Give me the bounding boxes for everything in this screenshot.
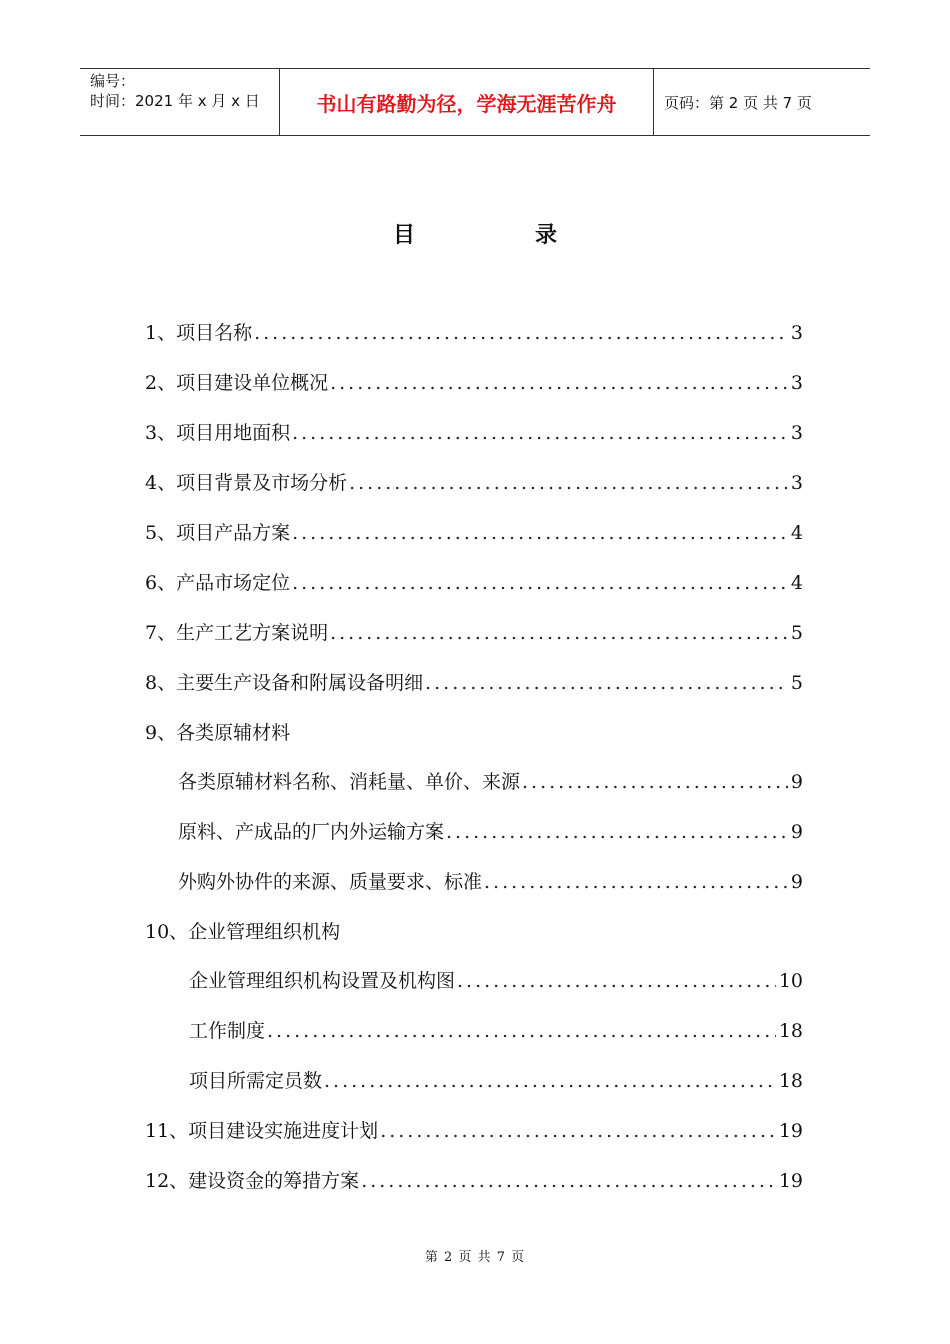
toc-entry-label: 各类原辅材料名称、消耗量、单价、来源 [178, 771, 521, 793]
toc-dot-leader [457, 970, 776, 992]
toc-dot-leader [292, 422, 788, 444]
toc-entry[interactable] [145, 418, 803, 448]
toc-entry[interactable] [145, 1166, 803, 1196]
toc-entry[interactable] [145, 318, 803, 348]
toc-entry[interactable] [145, 618, 803, 648]
toc-dot-leader [522, 771, 788, 793]
toc-entry[interactable] [145, 668, 803, 698]
toc-dot-leader [380, 1120, 776, 1142]
toc-dot-leader [292, 572, 788, 594]
toc-entry[interactable] [145, 518, 803, 548]
toc-entry-label: 原料、产成品的厂内外运输方案 [178, 821, 445, 843]
toc-entry-page: 5 [790, 672, 803, 694]
toc-entry-page: 3 [790, 322, 803, 344]
toc-entry-page: 3 [790, 422, 803, 444]
toc-subentry[interactable] [178, 767, 803, 797]
toc-dot-leader [292, 522, 788, 544]
toc-entry-page: 3 [790, 472, 803, 494]
toc-subentry[interactable] [189, 1016, 803, 1046]
toc-entry-label: 工作制度 [189, 1020, 266, 1042]
toc-entry-label: 9、各类原辅材料 [145, 722, 291, 744]
toc-entry-page: 9 [790, 821, 803, 843]
toc-entry-page: 5 [790, 622, 803, 644]
toc-dot-leader [446, 821, 788, 843]
toc-dot-leader [484, 871, 788, 893]
toc-entry-label: 11、项目建设实施进度计划 [145, 1120, 379, 1142]
toc-entry-page: 18 [778, 1020, 803, 1042]
toc-entry-label: 1、项目名称 [145, 322, 253, 344]
toc-dot-leader [425, 672, 788, 694]
toc-title-left: 目 [392, 223, 415, 248]
toc-title-right: 录 [535, 223, 558, 248]
toc-dot-leader [349, 472, 788, 494]
toc-entry-page: 3 [790, 372, 803, 394]
header-page-info: 页码：第 2 页 共 7 页 [664, 93, 812, 112]
header-motto: 书山有路勤为径，学海无涯苦作舟 [280, 69, 654, 135]
toc-dot-leader [324, 1070, 776, 1092]
toc-entry-label: 7、生产工艺方案说明 [145, 622, 329, 644]
toc-entry-page: 19 [778, 1120, 803, 1142]
toc-entry[interactable] [145, 368, 803, 398]
doc-number-label: 编号： [90, 72, 136, 90]
toc-entry-label: 项目所需定员数 [189, 1070, 323, 1092]
page-footer: 第 2 页 共 7 页 [424, 1250, 526, 1265]
toc-entry-page: 9 [790, 871, 803, 893]
toc-entry-label: 企业管理组织机构设置及机构图 [189, 970, 456, 992]
page-header [80, 68, 870, 136]
toc-subentry[interactable] [178, 817, 803, 847]
toc-entry-page: 4 [790, 572, 803, 594]
toc-entry-label: 12、建设资金的筹措方案 [145, 1170, 360, 1192]
doc-date-label: 时间：2021 年 x 月 x 日 [90, 92, 260, 110]
toc-entry-label: 2、项目建设单位概况 [145, 372, 329, 394]
toc-entry-label: 6、产品市场定位 [145, 572, 291, 594]
toc-dot-leader [330, 622, 788, 644]
toc-entry-label: 外购外协件的来源、质量要求、标准 [178, 871, 483, 893]
toc-entry[interactable] [145, 468, 803, 498]
toc-entry-label: 3、项目用地面积 [145, 422, 291, 444]
toc-entry-page: 9 [790, 771, 803, 793]
toc-entry-page: 18 [778, 1070, 803, 1092]
toc-subentry[interactable] [189, 1066, 803, 1096]
toc-entry-page: 10 [778, 970, 803, 992]
toc-dot-leader [254, 322, 788, 344]
toc-entry-page: 19 [778, 1170, 803, 1192]
header-meta [80, 69, 280, 135]
toc-section-heading[interactable] [145, 917, 803, 947]
toc-entry-label: 4、项目背景及市场分析 [145, 472, 348, 494]
toc-title [0, 218, 950, 249]
toc-entry[interactable] [145, 1116, 803, 1146]
toc-dot-leader [267, 1020, 776, 1042]
toc-entry-label: 5、项目产品方案 [145, 522, 291, 544]
toc-dot-leader [330, 372, 788, 394]
toc-subentry[interactable] [189, 966, 803, 996]
toc-entry-label: 10、企业管理组织机构 [145, 921, 341, 943]
toc-entry[interactable] [145, 568, 803, 598]
toc-entry-label: 8、主要生产设备和附属设备明细 [145, 672, 424, 694]
toc-dot-leader [361, 1170, 776, 1192]
toc-entry-page: 4 [790, 522, 803, 544]
toc-section-heading[interactable] [145, 718, 803, 748]
toc-subentry[interactable] [178, 867, 803, 897]
